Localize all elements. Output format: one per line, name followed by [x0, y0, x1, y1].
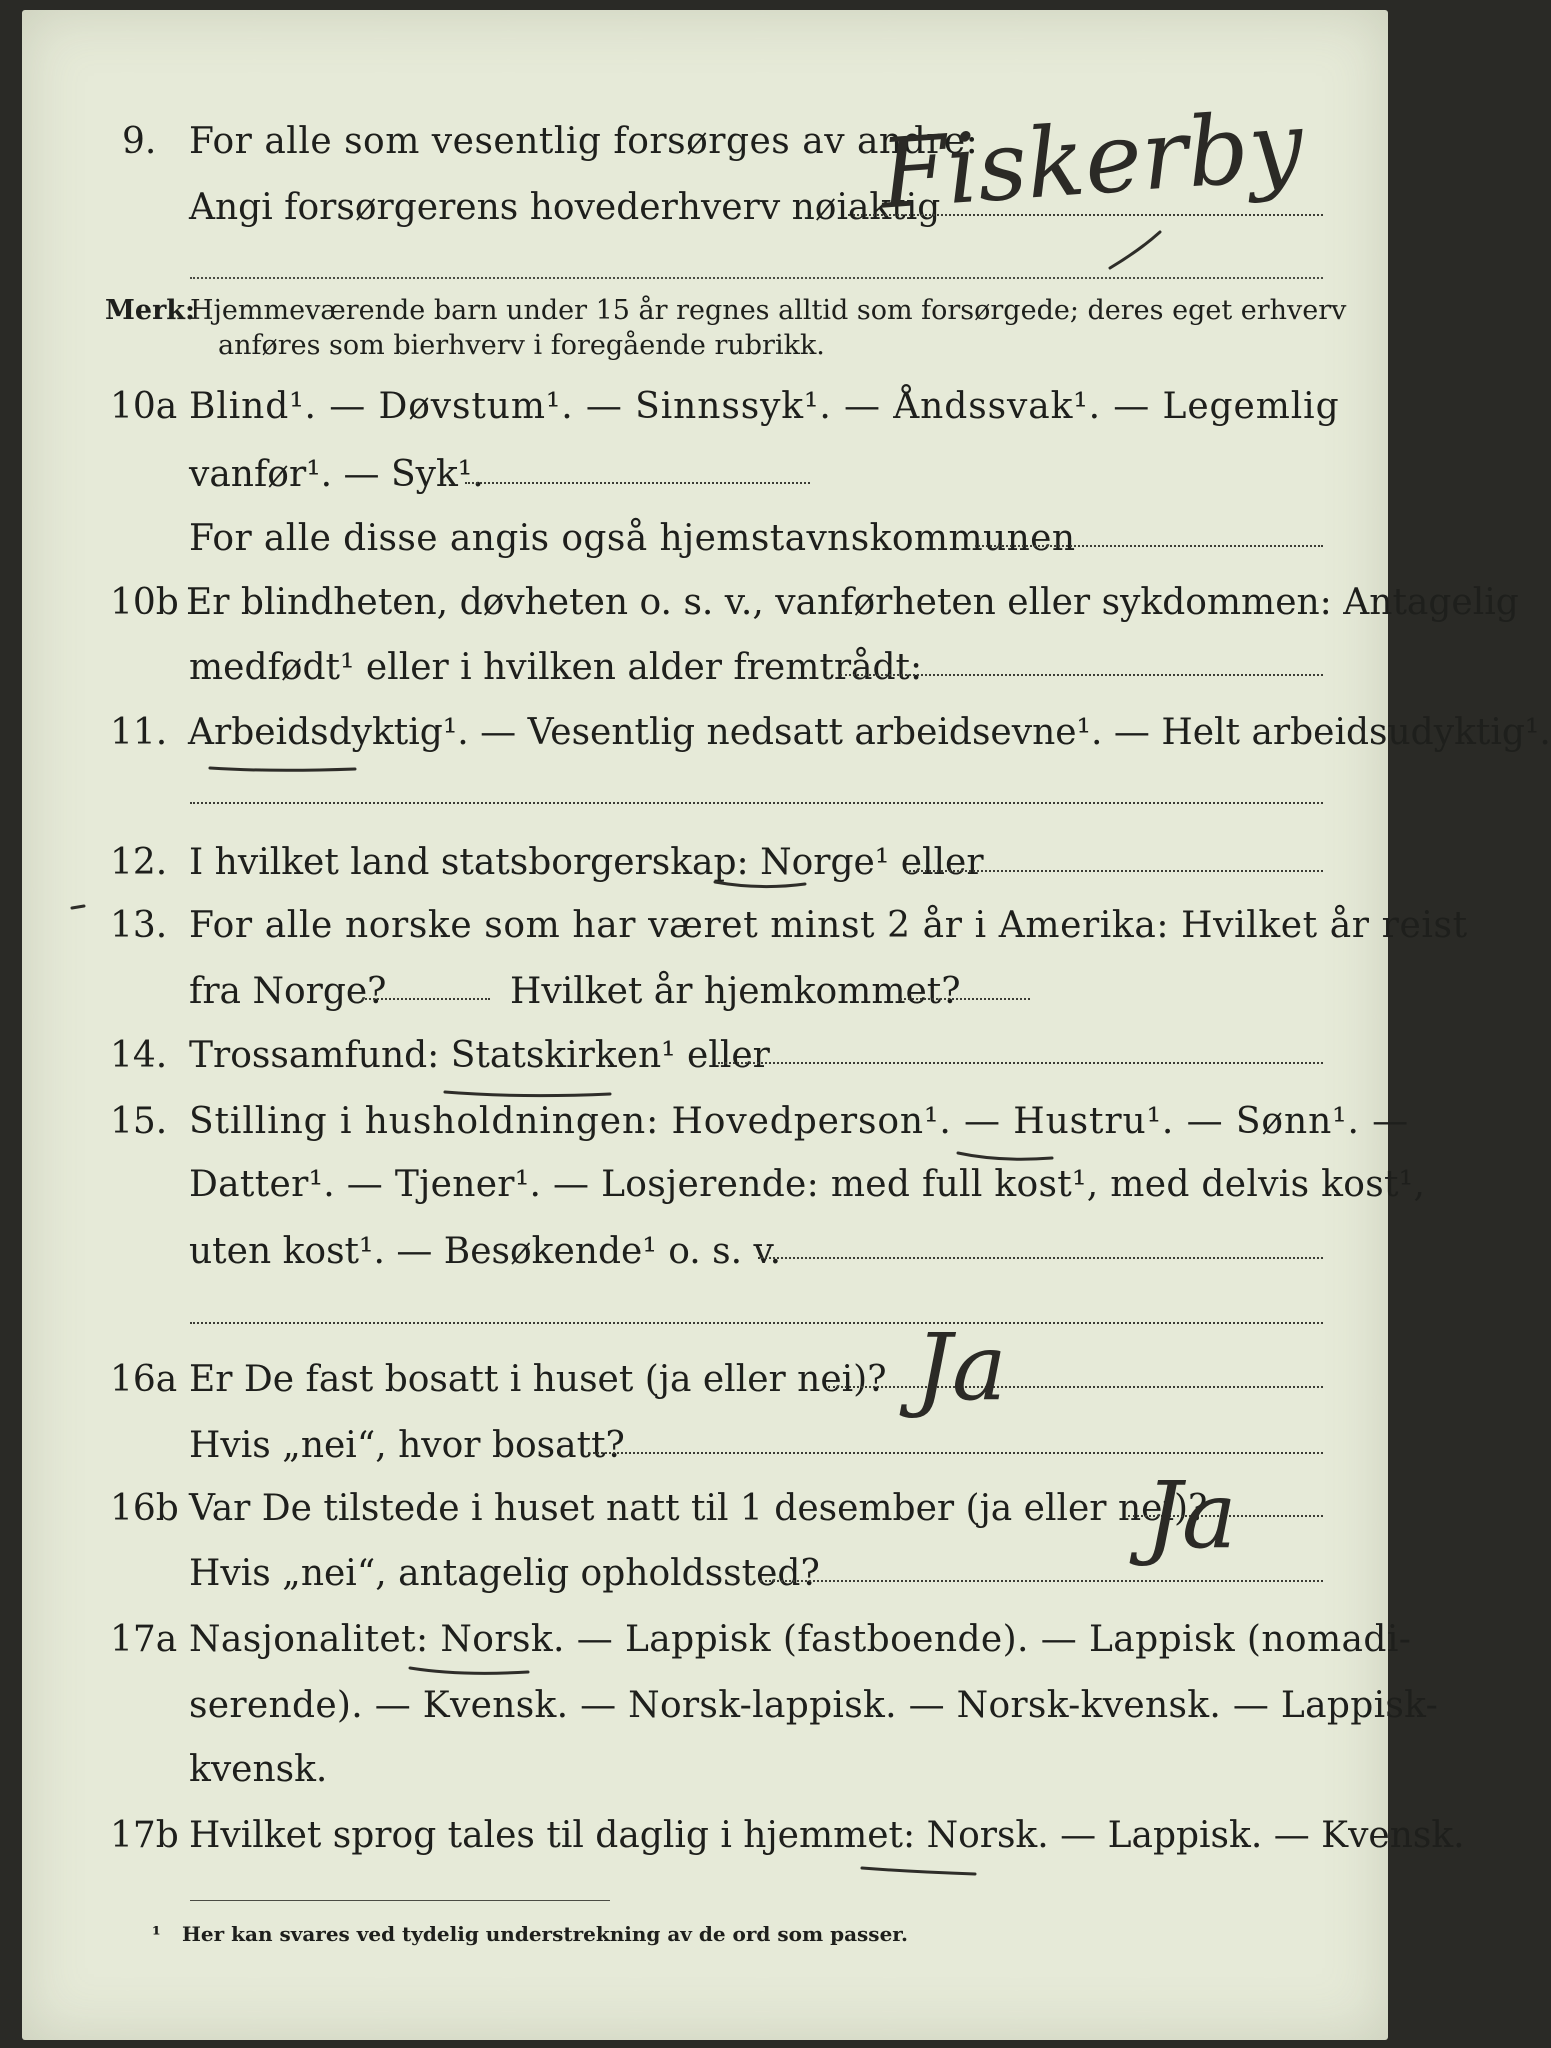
q17a-number: 17a [110, 1619, 178, 1660]
q13-line2a: fra Norge? [189, 971, 387, 1012]
q10b-line2: medfødt¹ eller i hvilken alder fremtrådt: [189, 647, 923, 688]
q13-hjemkommet-line [900, 998, 1030, 1000]
q17a-line1: Nasjonalitet: Norsk. — Lappisk (fastboende). — Lappisk (nomadi- [189, 1619, 1412, 1660]
footnote-rule [190, 1900, 610, 1901]
footnote-mark: ¹ [152, 1922, 161, 1946]
q11-line1: Arbeidsdyktig¹. — Vesentlig nedsatt arbeidsevne¹. — Helt arbeidsudyktig¹. [188, 712, 1551, 753]
q10b-line1: Er blindheten, døvheten o. s. v., vanførheten eller sykdommen: Antagelig [186, 582, 1519, 623]
q9-handwritten-answer: Fiskerby [876, 89, 1307, 231]
q11-extra-line [190, 802, 1323, 804]
q16a-handwritten-answer: Ja [915, 1314, 1007, 1421]
q16a-line2: Hvis „nei“, hvor bosatt? [189, 1425, 625, 1466]
merk-label: Merk: [105, 295, 195, 326]
q11-number: 11. [110, 712, 168, 753]
q12-eller-line [905, 870, 1323, 872]
q13-line2b: Hvilket år hjemkommet? [510, 971, 961, 1012]
q10a-line1: Blind¹. — Døvstum¹. — Sinnssyk¹. — Åndssvak¹. — Legemlig [189, 386, 1340, 427]
q15-line1: Stilling i husholdningen: Hovedperson¹. — Hustru¹. — Sønn¹. — [189, 1101, 1410, 1142]
q9-line2: Angi forsørgerens hovederhverv nøiaktig [189, 187, 941, 228]
q16a-number: 16a [110, 1359, 178, 1400]
q16b-opholdssted-line [760, 1580, 1323, 1582]
q14-number: 14. [110, 1035, 168, 1076]
q10b-alder-line [840, 674, 1323, 676]
q10b-number: 10b [110, 582, 179, 623]
q10a-line3: For alle disse angis også hjemstavnskommunen [189, 518, 1076, 559]
q17b-number: 17b [110, 1815, 179, 1856]
q14-eller-line [718, 1062, 1323, 1064]
q16b-handwritten-answer: Ja [1145, 1462, 1237, 1569]
q10a-line2: vanfør¹. — Syk¹. [189, 454, 484, 495]
q10a-syk-line [465, 482, 810, 484]
q9-second-line [190, 277, 1323, 279]
q15-number: 15. [110, 1101, 168, 1142]
footnote-text: Her kan svares ved tydelig understrekning av de ord som passer. [182, 1922, 908, 1946]
q15-line3: uten kost¹. — Besøkende¹ o. s. v. [189, 1231, 782, 1272]
q16a-answer-line [828, 1386, 1323, 1388]
merk-line1: Hjemmeværende barn under 15 år regnes alltid som forsørgede; deres eget erhverv [190, 295, 1347, 326]
q10a-number: 10a [110, 386, 178, 427]
q16b-line1: Var De tilstede i huset natt til 1 desember (ja eller nei)? [189, 1488, 1208, 1529]
q12-line1: I hvilket land statsborgerskap: Norge¹ eller [189, 842, 984, 883]
q13-line1: For alle norske som har været minst 2 år i Amerika: Hvilket år reist [189, 905, 1468, 946]
q15-line2: Datter¹. — Tjener¹. — Losjerende: med full kost¹, med delvis kost¹, [189, 1164, 1426, 1205]
q13-reist-line [362, 998, 490, 1000]
merk-line2: anføres som bierhverv i foregående rubrikk. [218, 330, 825, 361]
q17b-line1: Hvilket sprog tales til daglig i hjemmet: Norsk. — Lappisk. — Kvensk. [189, 1815, 1465, 1856]
q17a-line2: serende). — Kvensk. — Norsk-lappisk. — Norsk-kvensk. — Lappisk- [189, 1685, 1439, 1726]
q16b-number: 16b [110, 1488, 179, 1529]
q16a-line1: Er De fast bosatt i huset (ja eller nei)? [189, 1359, 887, 1400]
q10a-hjemstavn-line [975, 545, 1323, 547]
q13-number: 13. [110, 905, 168, 946]
q9-line1: For alle som vesentlig forsørges av andre: [189, 121, 979, 162]
q15-osv-line [758, 1257, 1323, 1259]
q16a-bosatt-line [588, 1452, 1323, 1454]
q14-line1: Trossamfund: Statskirken¹ eller [189, 1035, 770, 1076]
q12-number: 12. [110, 842, 168, 883]
q16b-line2: Hvis „nei“, antagelig opholdssted? [189, 1553, 820, 1594]
q15-extra-line [190, 1322, 1323, 1324]
q17a-line3: kvensk. [189, 1749, 328, 1790]
q9-number: 9. [122, 121, 157, 162]
